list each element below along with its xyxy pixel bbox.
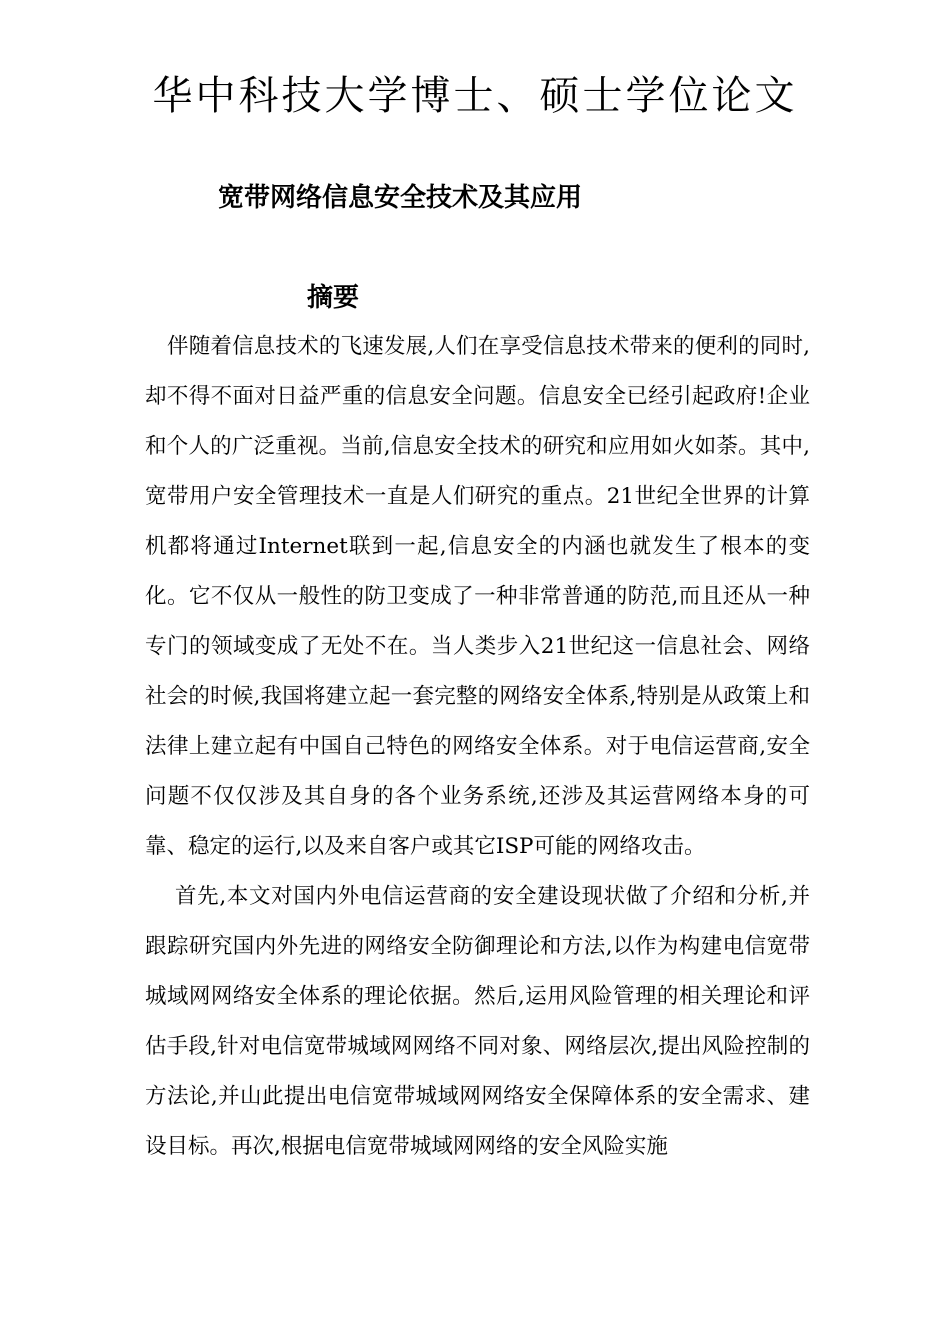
abstract-heading: 摘要 — [307, 283, 360, 313]
abstract-paragraph-1: 伴随着信息技术的飞速发展,人们在享受信息技术带来的便利的同时,却不得不面对日益严重的信息安全问题。信息安全已经引起政府!企业和个人的广泛重视。当前,信息安全技术的研究和应用如火如荼。其中,宽带用户安全管理技术一直是人们研究的重点。21世纪全世界的计算机都将通过Internet联到一起,信息安全的内涵也就发生了根本的变化。它不仅从一般性的防卫变成了一种非常普通的防范,而且还从一种专门的领域变成了无处不在。当人类步入21世纪这一信息社会、网络社会的时候,我国将建立起一套完整的网络安全体系,特别是从政策上和法律上建立起有中国自己特色的网络安全体系。对于电信运营商,安全问题不仅仅涉及其自身的各个业务系统,还涉及其运营网络本身的可靠、稳定的运行,以及来自客户或其它ISP可能的网络攻击。 — [145, 334, 810, 859]
university-title: 华中科技大学博士、硕士学位论文 — [152, 73, 798, 119]
thesis-title: 宽带网络信息安全技术及其应用 — [218, 183, 583, 213]
abstract-paragraph-2: 首先,本文对国内外电信运营商的安全建设现状做了介绍和分析,并跟踪研究国内外先进的网络安全防御理论和方法,以作为构建电信宽带城域网网络安全体系的理论依据。然后,运用风险管理的相关理论和评估手段,针对电信宽带城域网网络不同对象、网络层次,提出风险控制的方法论,并山此提出电信宽带城域网网络安全保障体系的安全需求、建设目标。再次,根据电信宽带城域网网络的安全风险实施 — [145, 884, 810, 1159]
abstract-body — [145, 322, 810, 1172]
